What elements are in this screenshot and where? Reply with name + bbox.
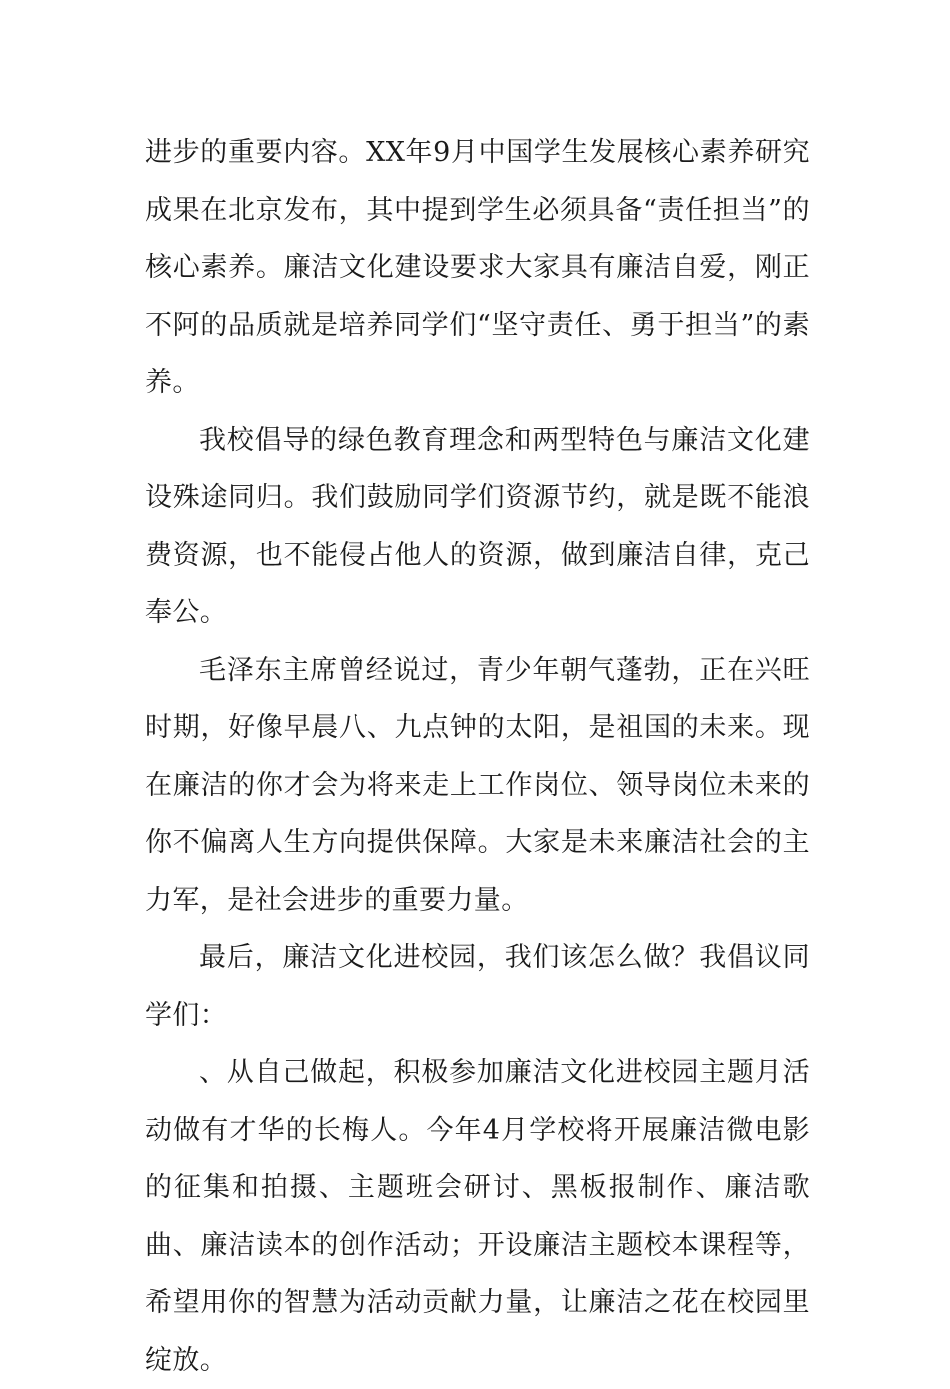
paragraph-proposal-intro: 最后，廉洁文化进校园，我们该怎么做？我倡议同学们： [145,942,810,1031]
paragraph-proposal-item: 、从自己做起，积极参加廉洁文化进校园主题月活动做有才华的长梅人。今年4月学校将开展廉洁微电影的征集和拍摄、主题班会研讨、黑板报制作、廉洁歌曲、廉洁读本的创作活动；开设廉洁主题校本课程等，希望用你的智慧为活动贡献力量，让廉洁之花在校园里绽放。 [145,1057,810,1376]
paragraph-mao-quote: 毛泽东主席曾经说过，青少年朝气蓬勃，正在兴旺时期，好像早晨八、九点钟的太阳，是祖国的未来。现在廉洁的你才会为将来走上工作岗位、领导岗位未来的你不偏离人生方向提供保障。大家是未来廉洁社会的主力军，是社会进步的重要力量。 [145,654,810,916]
paragraph-continuation: 进步的重要内容。XX年9月中国学生发展核心素养研究成果在北京发布，其中提到学生必须具备“责任担当”的核心素养。廉洁文化建设要求大家具有廉洁自爱，刚正不阿的品质就是培养同学们“坚守责任、勇于担当”的素养。 [145,137,810,398]
paragraph-green-education: 我校倡导的绿色教育理念和两型特色与廉洁文化建设殊途同归。我们鼓励同学们资源节约，就是既不能浪费资源，也不能侵占他人的资源，做到廉洁自律，克己奉公。 [145,424,810,628]
document-body [145,124,810,1389]
